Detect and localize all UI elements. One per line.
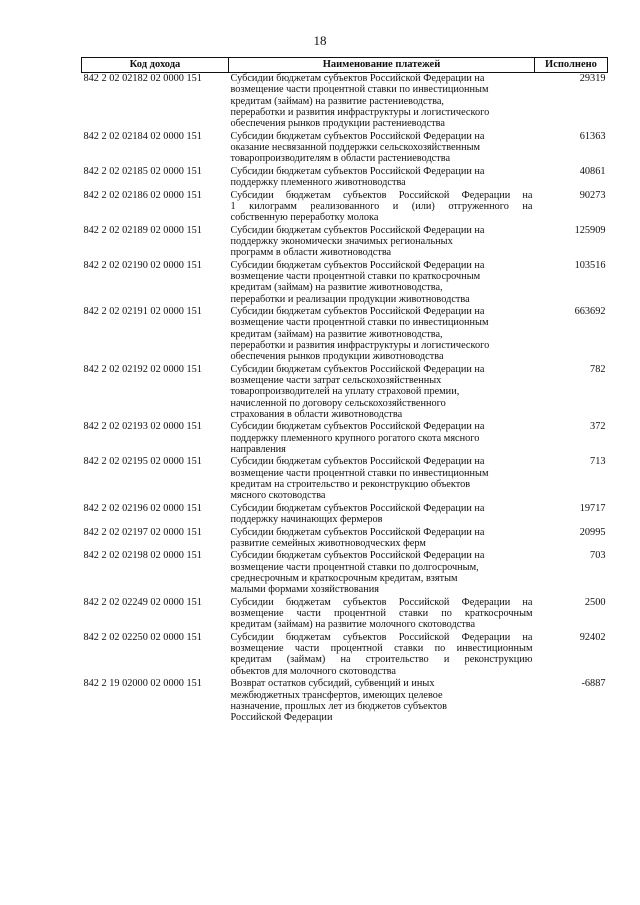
payment-name-line: кредитам (займам) на развитие животноводства, bbox=[230, 282, 443, 294]
payment-name-line: Субсидии бюджетам субъектов Российской Федерации на bbox=[230, 421, 485, 433]
payment-name-line: 1 килограмм реализованного и (или) отгруженного на bbox=[230, 200, 533, 212]
executed-amount: 713 bbox=[590, 456, 606, 468]
executed-amount: 663692 bbox=[574, 306, 606, 318]
table-row bbox=[82, 364, 608, 422]
executed-amount: 125909 bbox=[574, 224, 606, 236]
payment-name-line: поддержку экономически значимых региональных bbox=[230, 235, 453, 247]
executed-amount: 782 bbox=[590, 363, 606, 375]
revenue-code: 842 2 02 02186 02 0000 151 bbox=[83, 189, 202, 201]
revenue-code: 842 2 02 02249 02 0000 151 bbox=[83, 596, 202, 608]
payment-name-line: Субсидии бюджетам субъектов Российской Федерации на bbox=[230, 130, 485, 142]
page-number: 18 bbox=[313, 33, 327, 48]
payment-name-line: возмещение части процентной ставки по долгосрочным, bbox=[230, 561, 479, 573]
payment-name bbox=[229, 166, 535, 190]
payment-name-line: мясного скотоводства bbox=[230, 490, 326, 502]
revenue-code: 842 2 02 02182 02 0000 151 bbox=[83, 73, 202, 84]
payment-name-line: межбюджетных трансфертов, имеющих целевое bbox=[230, 689, 443, 701]
revenue-code: 842 2 02 02195 02 0000 151 bbox=[83, 456, 202, 468]
payment-name-line: малыми формами хозяйствования bbox=[230, 584, 379, 596]
payment-name bbox=[229, 73, 535, 131]
payment-name-line: возмещение части процентной ставки по инвестиционным bbox=[230, 467, 489, 479]
revenue-table bbox=[81, 57, 608, 725]
payment-name-line: Субсидии бюджетам субъектов Российской Федерации на bbox=[230, 259, 485, 271]
revenue-code: 842 2 02 02185 02 0000 151 bbox=[83, 165, 202, 177]
table-body bbox=[82, 73, 608, 725]
payment-name-line: возмещение части затрат сельскохозяйственных bbox=[230, 375, 442, 387]
payment-name-line: товаропроизводителей на уплату страховой премии, bbox=[230, 386, 460, 398]
executed-amount: 20995 bbox=[579, 526, 606, 538]
table-row bbox=[82, 456, 608, 502]
revenue-code: 842 2 02 02189 02 0000 151 bbox=[83, 224, 202, 236]
revenue-code: 842 2 02 02250 02 0000 151 bbox=[83, 631, 202, 643]
payment-name-line: поддержку начинающих фермеров bbox=[230, 514, 383, 526]
payment-name-line: кредитам (займам) на развитие растениеводства, bbox=[230, 95, 444, 107]
payment-name-line: Субсидии бюджетам субъектов Российской Федерации на bbox=[230, 631, 533, 643]
payment-name-line: назначение, прошлых лет из бюджетов субъектов bbox=[230, 700, 447, 712]
payment-name-line: переработки и реализации продукции животноводства bbox=[230, 293, 470, 305]
table-row bbox=[82, 166, 608, 190]
table-row bbox=[82, 678, 608, 724]
payment-name-line: возмещение части процентной ставки по краткосрочным bbox=[230, 270, 481, 282]
header-code: Код дохода bbox=[82, 58, 229, 73]
table-row bbox=[82, 73, 608, 131]
payment-name-line: оказание несвязанной поддержки сельскохозяйственным bbox=[230, 141, 481, 153]
payment-name-line: переработки и развития инфраструктуры и логистического bbox=[230, 106, 490, 118]
payment-name bbox=[229, 306, 535, 364]
payment-name-line: направления bbox=[230, 444, 286, 455]
executed-amount: 103516 bbox=[574, 259, 606, 271]
payment-name bbox=[229, 260, 535, 306]
payment-name-line: возмещение части процентной ставки по краткосрочным bbox=[230, 608, 533, 620]
payment-name-line: кредитам на строительство и реконструкцию объектов bbox=[230, 479, 471, 491]
payment-name-line: Субсидии бюджетам субъектов Российской Федерации на bbox=[230, 363, 485, 375]
header-amount: Исполнено bbox=[535, 58, 608, 73]
payment-name-line: Субсидии бюджетам субъектов Российской Федерации на bbox=[230, 73, 485, 84]
revenue-code: 842 2 02 02193 02 0000 151 bbox=[83, 421, 202, 433]
payment-name-line: возмещение части процентной ставки по инвестиционным bbox=[230, 317, 489, 329]
executed-amount: 2500 bbox=[584, 596, 606, 608]
payment-name bbox=[229, 503, 535, 527]
payment-name-line: Субсидии бюджетам субъектов Российской Федерации на bbox=[230, 189, 533, 201]
payment-name-line: страхования в области животноводства bbox=[230, 408, 403, 420]
revenue-code: 842 2 02 02196 02 0000 151 bbox=[83, 502, 202, 514]
payment-name bbox=[229, 225, 535, 260]
payment-name-line: поддержку племенного крупного рогатого скота мясного bbox=[230, 432, 480, 444]
payment-name bbox=[229, 456, 535, 502]
payment-name-line: Субсидии бюджетам субъектов Российской Федерации на bbox=[230, 306, 485, 318]
executed-amount: -6887 bbox=[581, 678, 606, 690]
payment-name-line: товаропроизводителям в области растениеводства bbox=[230, 153, 451, 165]
table-row bbox=[82, 503, 608, 527]
executed-amount: 372 bbox=[590, 421, 606, 433]
payment-name-line: объектов для молочного скотоводства bbox=[230, 665, 396, 677]
revenue-code: 842 2 19 02000 02 0000 151 bbox=[83, 678, 202, 690]
payment-name-line: обеспечения рынков продукции животноводства bbox=[230, 351, 444, 363]
table-row bbox=[82, 527, 608, 551]
table-row bbox=[82, 550, 608, 596]
payment-name-line: возмещение части процентной ставки по инвестиционным bbox=[230, 84, 489, 96]
payment-name-line: обеспечения рынков продукции растениеводства bbox=[230, 118, 445, 130]
payment-name-line: среднесрочным и краткосрочным кредитам, взятым bbox=[230, 573, 458, 585]
payment-name-line: Российской Федерации bbox=[230, 712, 333, 724]
revenue-code: 842 2 02 02192 02 0000 151 bbox=[83, 363, 202, 375]
table-header-row bbox=[82, 58, 608, 73]
payment-name-line: Возврат остатков субсидий, субвенций и иных bbox=[230, 678, 435, 690]
executed-amount: 40861 bbox=[579, 165, 606, 177]
payment-name-line: возмещение части процентной ставки по инвестиционным bbox=[230, 643, 533, 655]
header-name: Наименование платежей bbox=[229, 58, 535, 73]
payment-name-line: Субсидии бюджетам субъектов Российской Федерации на bbox=[230, 502, 485, 514]
payment-name-line: Субсидии бюджетам субъектов Российской Федерации на bbox=[230, 456, 485, 468]
table-row bbox=[82, 306, 608, 364]
table-row bbox=[82, 421, 608, 456]
table-row bbox=[82, 597, 608, 632]
revenue-code: 842 2 02 02198 02 0000 151 bbox=[83, 550, 202, 562]
payment-name bbox=[229, 597, 535, 632]
payment-name-line: начисленной по договору сельскохозяйственного bbox=[230, 397, 446, 409]
payment-name-line: Субсидии бюджетам субъектов Российской Федерации на bbox=[230, 526, 485, 538]
revenue-code: 842 2 02 02190 02 0000 151 bbox=[83, 259, 202, 271]
payment-name bbox=[229, 421, 535, 456]
executed-amount: 90273 bbox=[579, 189, 606, 201]
payment-name bbox=[229, 550, 535, 596]
payment-name-line: Субсидии бюджетам субъектов Российской Федерации на bbox=[230, 165, 485, 177]
payment-name-line: кредитам (займам) на развитие молочного скотоводства bbox=[230, 619, 476, 631]
executed-amount: 92402 bbox=[579, 631, 606, 643]
payment-name bbox=[229, 678, 535, 724]
executed-amount: 29319 bbox=[579, 73, 606, 84]
payment-name-line: кредитам (займам) на развитие животноводства, bbox=[230, 328, 443, 340]
payment-name-line: поддержку племенного животноводства bbox=[230, 177, 406, 189]
revenue-code: 842 2 02 02197 02 0000 151 bbox=[83, 526, 202, 538]
payment-name-line: переработки и развития инфраструктуры и логистического bbox=[230, 339, 490, 351]
payment-name-line: кредитам (займам) на строительство и реконструкцию bbox=[230, 654, 533, 666]
revenue-code: 842 2 02 02191 02 0000 151 bbox=[83, 306, 202, 318]
payment-name-line: собственную переработку молока bbox=[230, 212, 379, 224]
payment-name-line: Субсидии бюджетам субъектов Российской Федерации на bbox=[230, 596, 533, 608]
executed-amount: 19717 bbox=[579, 502, 606, 514]
executed-amount: 61363 bbox=[579, 130, 606, 142]
revenue-code: 842 2 02 02184 02 0000 151 bbox=[83, 130, 202, 142]
payment-name bbox=[229, 131, 535, 166]
table-row bbox=[82, 131, 608, 166]
payment-name bbox=[229, 632, 535, 678]
table-row bbox=[82, 260, 608, 306]
table-row bbox=[82, 632, 608, 678]
payment-name-line: развитие семейных животноводческих ферм bbox=[230, 537, 426, 549]
table-row bbox=[82, 225, 608, 260]
payment-name bbox=[229, 364, 535, 422]
payment-name-line: Субсидии бюджетам субъектов Российской Федерации на bbox=[230, 224, 485, 236]
payment-name-line: Субсидии бюджетам субъектов Российской Федерации на bbox=[230, 550, 485, 562]
payment-name bbox=[229, 190, 535, 225]
payment-name bbox=[229, 527, 535, 551]
payment-name-line: программ в области животноводства bbox=[230, 247, 392, 259]
table-row bbox=[82, 190, 608, 225]
executed-amount: 703 bbox=[590, 550, 606, 562]
